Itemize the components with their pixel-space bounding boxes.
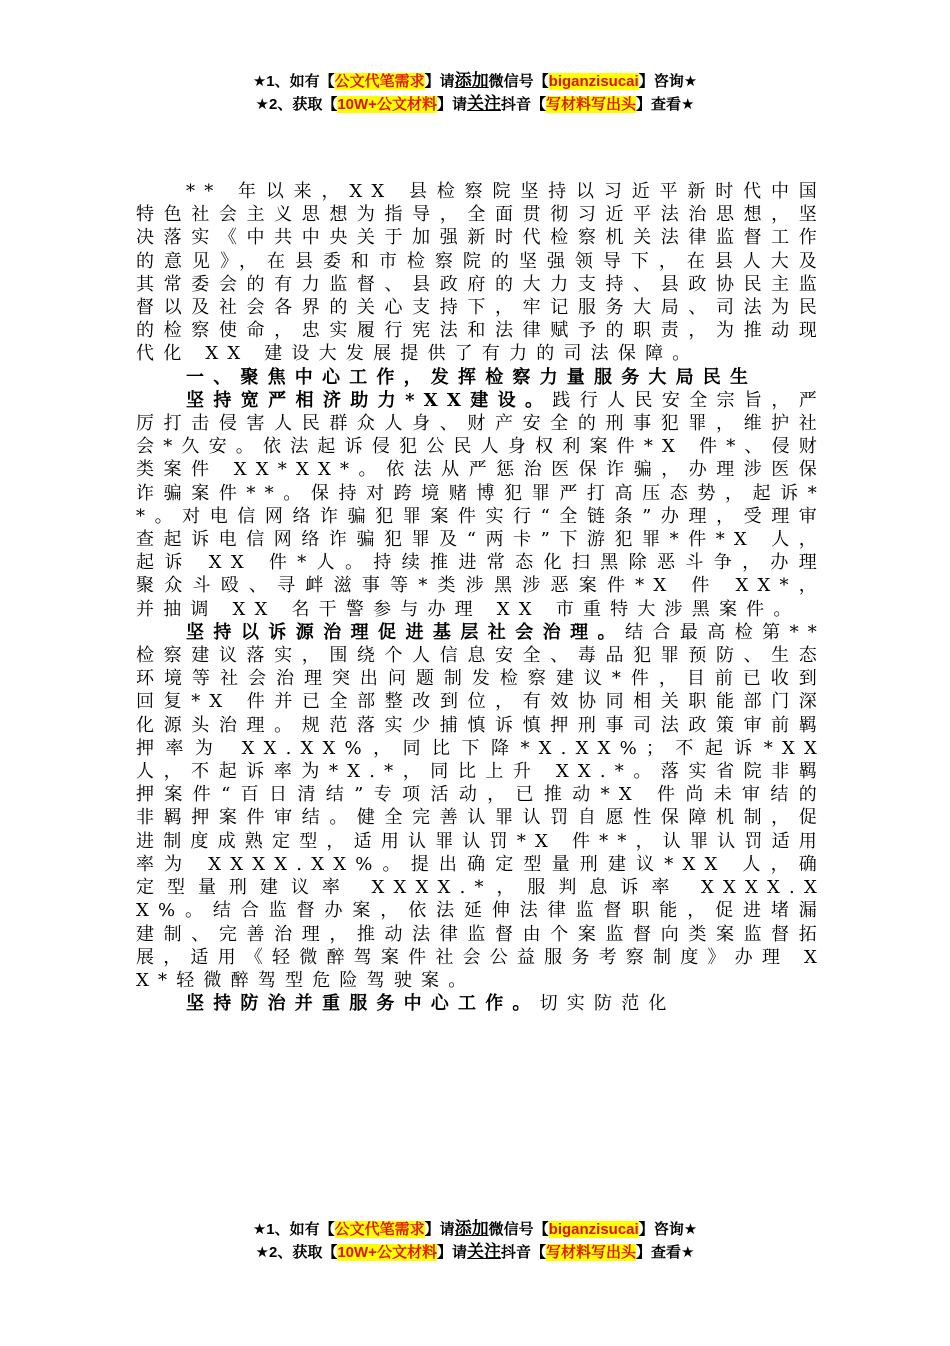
paragraph-text: 践行人民安全宗旨，严厉打击侵害人民群众人身、财产安全的刑事犯罪，维护社会*久安。依法起诉侵犯公民人身权利案件*X 件*、侵财类案件 XX*XX*。依法从严惩治医保诈骗，办理涉医保诈骗案件**。保持对跨境赌博犯罪严打高压态势，起诉**。对电信网络诈骗犯罪案件实行“全链条”办理，受理审查起诉电信网络诈骗犯罪及“两卡”下游犯罪*件*X 人，起诉 XX 件*人。持续推进常态化扫黑除恶斗争，办理聚众斗殴、寻衅滋事等*类涉黑涉恶案件*X 件 XX*，并抽调 XX 名干警参与办理 XX 市重特大涉黑案件。 <box>136 389 826 620</box>
banner-text: ★2、获取【 <box>255 1244 338 1261</box>
body-paragraph <box>136 389 826 621</box>
banner-text: 】查看★ <box>636 96 695 113</box>
banner-highlight: 10W+公文材料 <box>337 96 437 113</box>
banner-underline: 添加 <box>454 71 489 90</box>
banner-highlight: 公文代笔需求 <box>334 73 425 90</box>
banner-text: 】咨询★ <box>638 1221 698 1238</box>
section-heading: 一、聚焦中心工作，发挥检察力量服务大局民生 <box>186 366 758 388</box>
banner-text: 】请 <box>436 96 467 113</box>
paragraph-lead: 坚持宽严相济助力*XX建设。 <box>186 389 553 411</box>
banner-text: 】请 <box>424 1221 455 1238</box>
banner-account: 写材料写出头 <box>545 96 636 113</box>
paragraph-lead: 坚持以诉源治理促进基层社会治理。 <box>186 621 625 643</box>
banner-highlight: 公文代笔需求 <box>334 1221 425 1238</box>
banner-text: 抖音【 <box>500 96 546 113</box>
banner-text: 】查看★ <box>636 1244 695 1261</box>
header-banner <box>0 70 950 116</box>
banner-highlight: 10W+公文材料 <box>337 1244 437 1261</box>
banner-account: 写材料写出头 <box>545 1244 636 1261</box>
banner-text: ★1、如有【 <box>252 73 335 90</box>
banner-line-2 <box>0 93 950 116</box>
body-paragraph <box>136 992 826 1015</box>
banner-text: 微信号【 <box>488 73 549 90</box>
banner-wechat-id: biganzisucai <box>548 73 639 90</box>
body-paragraph <box>136 621 826 992</box>
paragraph-lead: 坚持防治并重服务中心工作。 <box>186 993 540 1015</box>
banner-text: 】咨询★ <box>638 73 698 90</box>
paragraph-text: 切实防范化 <box>539 993 676 1015</box>
banner-line-1 <box>0 70 950 93</box>
banner-text: ★1、如有【 <box>252 1221 335 1238</box>
footer-banner <box>0 1218 950 1264</box>
banner-text: 】请 <box>436 1244 467 1261</box>
intro-paragraph: ** 年以来，XX 县检察院坚持以习近平新时代中国特色社会主义思想为指导，全面贯彻习近平法治思想，坚决落实《中共中央关于加强新时代检察机关法律监督工作的意见》，在县委和市检察院的坚强领导下，在县人大及其常委会的有力监督、县政府的大力支持、县政协民主监督以及社会各界的关心支持下，牢记服务大局、司法为民的检察使命，忠实履行宪法和法律赋予的职责，为推动现代化 XX 建设大发展提供了有力的司法保障。 <box>136 181 826 365</box>
banner-text: 微信号【 <box>488 1221 549 1238</box>
banner-line-2 <box>0 1241 950 1264</box>
banner-text: ★2、获取【 <box>255 96 338 113</box>
banner-text: 抖音【 <box>500 1244 546 1261</box>
banner-underline: 添加 <box>454 1219 489 1238</box>
banner-text: 】请 <box>424 73 455 90</box>
banner-wechat-id: biganzisucai <box>548 1221 639 1238</box>
document-body <box>136 180 826 1015</box>
banner-underline: 关注 <box>466 1242 501 1261</box>
paragraph-text: 结合最高检第**检察建议落实，围绕个人信息安全、毒品犯罪预防、生态环境等社会治理突出问题制发检察建议*件，目前已收到回复*X 件并已全部整改到位，有效协同相关职能部门深化源头治理。规范落实少捕慎诉慎押刑事司法政策审前羁押率为 XX.XX%，同比下降*X.XX%；不起诉*XX 人，不起诉率为*X.*，同比上升 XX.*。落实省院非羁押案件“百日清结”专项活动，已推动*X 件尚未审结的非羁押案件审结。健全完善认罪认罚自愿性保障机制，促进制度成熟定型，适用认罪认罚*X 件**，认罪认罚适用率为 XXXX.XX%。提出确定型量刑建议*XX 人，确定型量刑建议率 XXXX.*，服判息诉率 XXXX.XX%。结合监督办案，依法延伸法律监督职能，促进堵漏建制、完善治理，推动法律监督由个案监督向类案监督拓展，适用《轻微醉驾案件社会公益服务考察制度》办理 XX*轻微醉驾型危险驾驶案。 <box>136 621 826 991</box>
banner-underline: 关注 <box>466 94 501 113</box>
banner-line-1 <box>0 1218 950 1241</box>
